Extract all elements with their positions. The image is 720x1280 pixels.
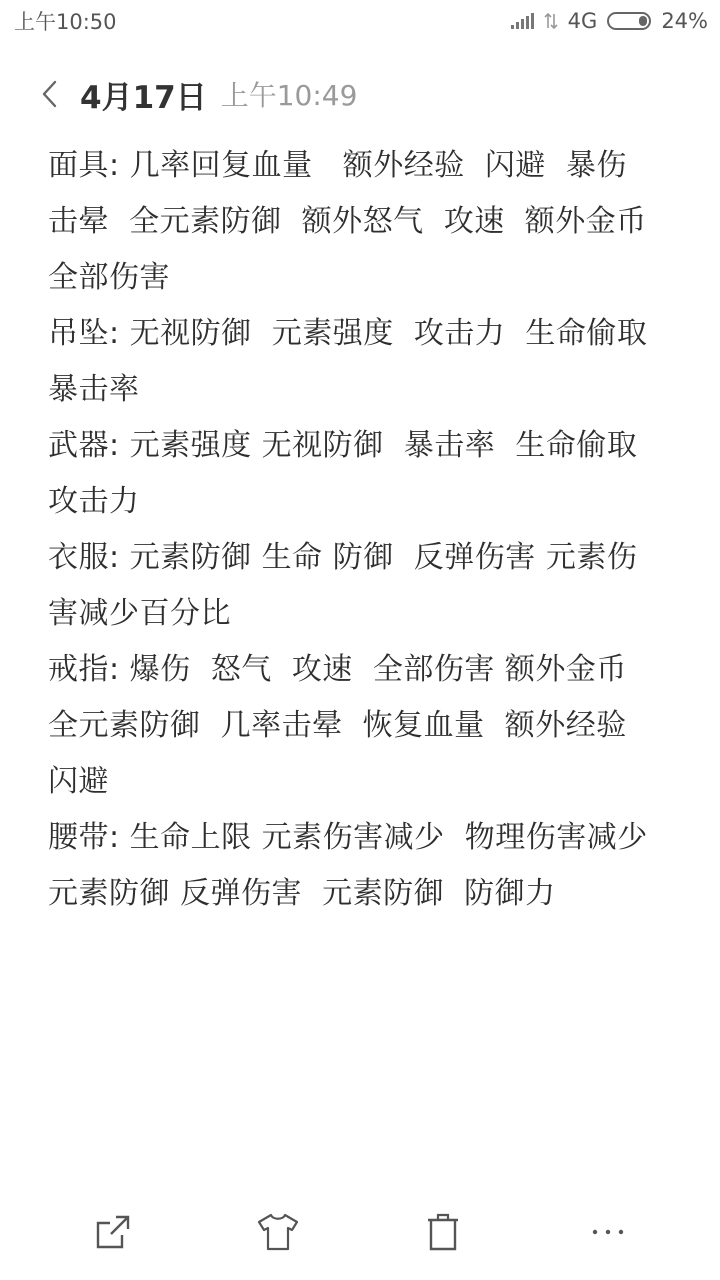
- more-button[interactable]: [578, 1202, 638, 1262]
- note-line: 全部伤害: [48, 260, 170, 295]
- note-content[interactable]: [48, 138, 688, 922]
- theme-button[interactable]: [248, 1202, 308, 1262]
- battery-icon: [607, 12, 651, 30]
- status-indicators: [511, 9, 708, 33]
- network-type: 4G: [567, 9, 598, 33]
- note-line: 元素防御 反弹伤害 元素防御 防御力: [48, 876, 556, 911]
- note-line: 暴击率: [48, 372, 140, 407]
- note-line: 戒指: 爆伤 怒气 攻速 全部伤害 额外金币: [48, 652, 627, 687]
- status-bar: [0, 0, 720, 42]
- note-time: 上午10:49: [220, 79, 358, 112]
- note-line: 衣服: 元素防御 生命 防御 反弹伤害 元素伤: [48, 540, 638, 575]
- note-line: 面具: 几率回复血量 额外经验 闪避 暴伤: [48, 148, 627, 183]
- note-line: 击晕 全元素防御 额外怒气 攻速 额外金币: [48, 204, 647, 239]
- note-line: 腰带: 生命上限 元素伤害减少 物理伤害减少: [48, 820, 648, 855]
- delete-icon: [425, 1212, 461, 1252]
- bottom-toolbar: [0, 1200, 720, 1264]
- more-icon: [590, 1227, 626, 1237]
- note-header: [0, 66, 720, 122]
- theme-shirt-icon: [256, 1212, 300, 1252]
- note-line: 吊坠: 无视防御 元素强度 攻击力 生命偷取: [48, 316, 648, 351]
- note-line: 闪避: [48, 764, 109, 799]
- note-line: 武器: 元素强度 无视防御 暴击率 生命偷取: [48, 428, 638, 463]
- signal-icon: [511, 13, 534, 29]
- share-button[interactable]: [83, 1202, 143, 1262]
- data-transfer-icon: [544, 12, 558, 30]
- status-time: 上午10:50: [14, 10, 117, 34]
- note-line: 攻击力: [48, 484, 140, 519]
- battery-percent: 24%: [661, 9, 708, 33]
- delete-button[interactable]: [413, 1202, 473, 1262]
- note-line: 全元素防御 几率击晕 恢复血量 额外经验: [48, 708, 627, 743]
- note-date: 4月17日: [80, 79, 207, 116]
- note-line: 害减少百分比: [48, 596, 231, 631]
- share-icon: [94, 1213, 132, 1251]
- back-icon[interactable]: [22, 66, 78, 122]
